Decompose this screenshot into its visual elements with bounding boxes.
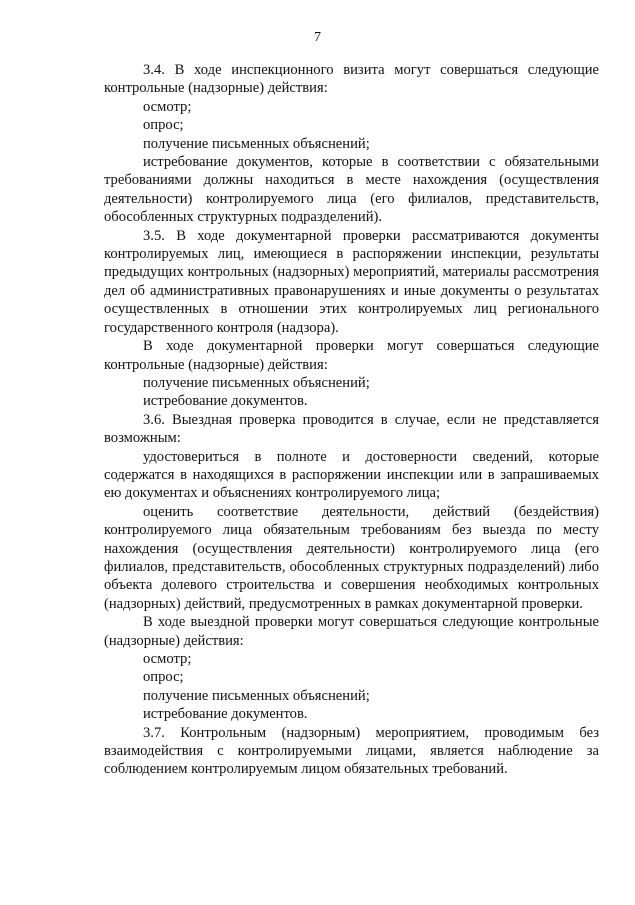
- list-item: получение письменных объяснений;: [143, 687, 370, 704]
- paragraph-3-7: 3.7. Контрольным (надзорным) мероприятием, проводимым без взаимодействия с контролируемыми лицами, является наблюдение за соблюдением контролируемым лицом обязательных требований.: [104, 724, 599, 778]
- paragraph-3-4: 3.4. В ходе инспекционного визита могут совершаться следующие контрольные (надзорные) действия:: [104, 62, 599, 97]
- document-body: [104, 61, 599, 779]
- list-item: опрос;: [143, 669, 184, 686]
- list-item: получение письменных объяснений;: [143, 135, 370, 152]
- paragraph: В ходе выездной проверки могут совершаться следующие контрольные (надзорные) действия:: [104, 614, 599, 649]
- paragraph-3-5: 3.5. В ходе документарной проверки рассматриваются документы контролируемых лиц, имеющиеся в распоряжении инспекции, результаты предыдущих контрольных (надзорных) мероприятий, материалы рассмотрения дел об административных правонарушениях и иные документы о результатах осуществленных в отношении этих контролируемых лиц регионального государственного контроля (надзора).: [104, 227, 599, 336]
- list-item: получение письменных объяснений;: [143, 374, 370, 391]
- list-item: истребование документов.: [143, 393, 308, 410]
- list-item: осмотр;: [143, 98, 192, 115]
- list-item: оценить соответствие деятельности, действий (бездействия) контролируемого лица обязательным требованиям без выезда по месту нахождения (осуществления деятельности) контролируемого лица (его филиалов, представительств, обособленных структурных подразделений) либо объекта долевого строительства и совершения необходимых контрольных (надзорных) действий, предусмотренных в рамках документарной проверки.: [104, 503, 599, 612]
- list-item: осмотр;: [143, 651, 192, 667]
- list-item: истребование документов, которые в соответствии с обязательными требованиями должны находиться в месте нахождения (осуществления деятельности) контролируемого лица (его филиалов, представительств, обособленных структурных подразделений).: [104, 154, 599, 226]
- list-item: истребование документов.: [143, 706, 308, 723]
- paragraph: В ходе документарной проверки могут совершаться следующие контрольные (надзорные) действия:: [104, 338, 599, 373]
- paragraph-3-6: 3.6. Выездная проверка проводится в случае, если не представляется возможным:: [104, 411, 599, 447]
- list-item: удостовериться в полноте и достоверности сведений, которые содержатся в находящихся в распоряжении инспекции или в запрашиваемых ею документах и объяснениях контролируемого лица;: [104, 448, 599, 502]
- list-item: опрос;: [143, 117, 184, 134]
- page-number: 7: [314, 30, 321, 45]
